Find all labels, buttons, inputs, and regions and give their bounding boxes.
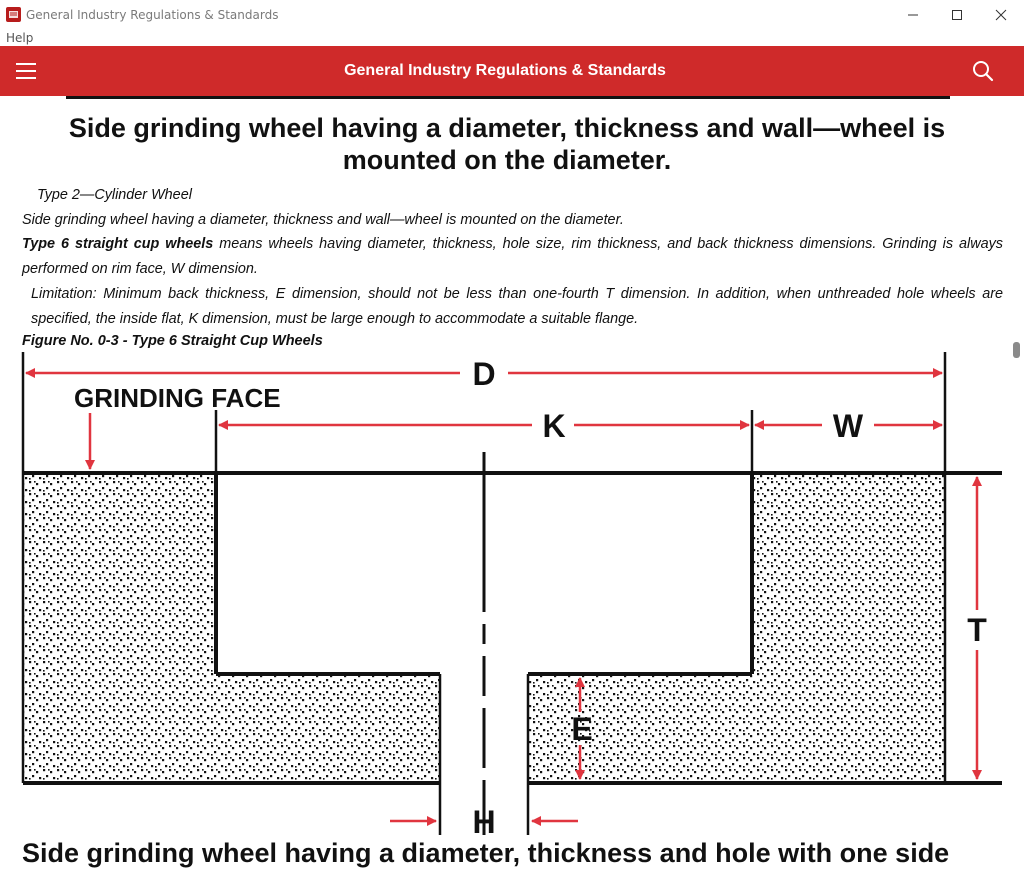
section-heading: Side grinding wheel having a diameter, thickness and wall—wheel is mounted on the diameter. bbox=[68, 113, 946, 175]
type6-description: means wheels having diameter, thickness, hole size, rim thickness, and back thickness dimensions. Grinding is always performed on rim face, W dimension. bbox=[22, 236, 1003, 277]
type6-paragraph bbox=[22, 232, 1003, 281]
window-title: General Industry Regulations & Standards bbox=[26, 8, 279, 22]
dimension-k-label: K bbox=[542, 408, 566, 444]
maximize-button[interactable] bbox=[934, 0, 980, 30]
minimize-icon bbox=[907, 9, 919, 21]
dimension-h-label: H bbox=[472, 804, 496, 836]
menu-bar bbox=[0, 30, 1024, 46]
grinding-face-label: GRINDING FACE bbox=[74, 383, 281, 413]
limitation-paragraph: Limitation: Minimum back thickness, E dimension, should not be less than one-fourth T dimension. In addition, when unthreaded hole wheels are specified, the inside flat, K dimension, must be large enough to accommodate a suitable flange. bbox=[31, 286, 1003, 327]
dimension-d-label: D bbox=[472, 356, 496, 392]
search-icon[interactable] bbox=[972, 60, 994, 82]
next-section-heading: Side grinding wheel having a diameter, thickness and hole with one side bbox=[22, 838, 950, 868]
maximize-icon bbox=[951, 9, 963, 21]
app-header bbox=[0, 46, 1024, 96]
close-icon bbox=[995, 9, 1007, 21]
close-button[interactable] bbox=[978, 0, 1024, 30]
dimension-w-label: W bbox=[832, 408, 864, 444]
type6-wheel-diagram bbox=[0, 346, 1010, 836]
type2-label: Type 2—Cylinder Wheel bbox=[37, 187, 192, 203]
figure-caption: Figure No. 0-3 - Type 6 Straight Cup Wheels bbox=[22, 333, 323, 349]
menu-help[interactable]: Help bbox=[6, 31, 34, 45]
scrollbar-thumb[interactable] bbox=[1013, 342, 1020, 358]
type6-term: Type 6 straight cup wheels bbox=[22, 236, 214, 252]
app-logo-icon bbox=[6, 7, 21, 22]
dimension-e-label: E bbox=[571, 711, 593, 747]
minimize-button[interactable] bbox=[890, 0, 936, 30]
window-titlebar bbox=[0, 0, 1024, 30]
dimension-t-label: T bbox=[967, 612, 987, 648]
section-divider bbox=[66, 96, 950, 99]
app-title: General Industry Regulations & Standards bbox=[344, 62, 666, 79]
type2-description: Side grinding wheel having a diameter, thickness and wall—wheel is mounted on the diameter. bbox=[22, 212, 624, 228]
